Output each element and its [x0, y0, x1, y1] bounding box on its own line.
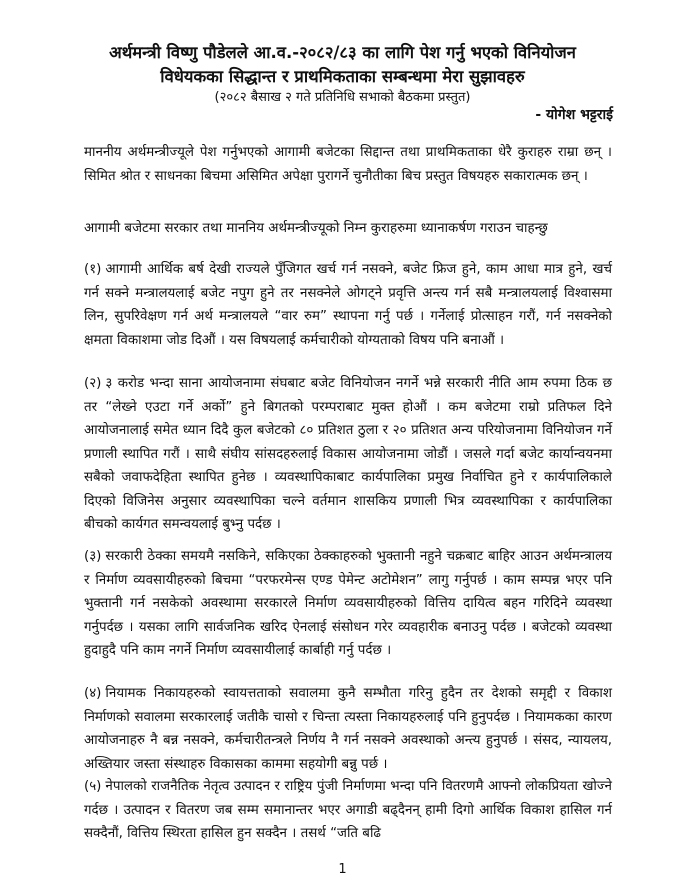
list-item-text: नियामक निकायहरुको स्वायत्तताको सवालमा कुनै सम्भौता गरिनु हुदैन तर देशको समृद्दी र विकाश निर्माणको सवालमा सरकारलाई जतीकै चासो र चिन्ता त्यस्ता निकायहरुलाई पनि हुनुपर्दछ । नियामकका कारण आयोजनाहरु नै बन्न नसक्ने, कर्मचारीतन्त्रले निर्णय नै गर्न नसक्ने अवस्थाको अन्त्य हुनुपर्छ । संसद, न्यायलय, अख्तियार जस्ता संस्थाहरु विकासका काममा सहयोगी बन्नु पर्छ । [84, 686, 612, 772]
list-item-text: सरकारी ठेक्का समयमै नसकिने, सकिएका ठेक्काहरुको भुक्तानी नहुने चक्रबाट बाहिर आउन अर्थमन्त्रालय र निर्माण व्यवसायीहरुको बिचमा “परफरमेन्स एण्ड पेमेन्ट अटोमेशन” लागु गर्नुपर्छ । काम सम्पन्न भएर पनि भुक्तानी गर्न नसकेको अवस्थामा सरकारले निर्माण व्यवसायीहरुको वित्तिय दायित्व बहन गरिदिने व्यवस्था गर्नुपर्दछ । यसका लागि सार्वजनिक खरिद ऐनलाई संसोधन गरेर व्यवहारीक बनाउनु पर्दछ । बजेटको व्यवस्था हुदाहुदै पनि काम नगर्ने निर्माण व्यवसायीलाई कार्बाही गर्नु पर्दछ । [84, 549, 612, 658]
document-subtitle: (२०८२ बैसाख २ गते प्रतिनिधि सभाको बैठकमा प्रस्तुत) [214, 90, 471, 105]
intro-paragraph-1: माननीय अर्थमन्त्रीज्यूले पेश गर्नुभएको आगामी बजेटका सिद्दान्त तथा प्राथमिकताका धेरै कुराहरु राम्रा छन् । सिमित श्रोत र साधनका बिचमा असिमित अपेक्षा पुरागर्ने चुनौतीका बिच प्रस्तुत विषयहरु सकारात्मक छन् । [84, 145, 612, 184]
list-item-number: (५) [84, 779, 102, 794]
document-title-line-2: विधेयकका सिद्धान्त र प्राथमिकताका सम्बन्धमा मेरा सुझावहरु [160, 67, 525, 86]
list-item-number: (३) [84, 549, 102, 564]
list-item-5 [84, 775, 612, 846]
list-item-number: (४) [84, 686, 102, 701]
list-item-1 [84, 258, 612, 352]
list-item-number: (२) [84, 376, 102, 391]
list-item-number: (१) [84, 262, 102, 277]
list-item-text: नेपालको राजनैतिक नेतृत्व उत्पादन र राष्ट्रिय पुंजी निर्माणमा भन्दा पनि वितरणमै आफ्नो लोकप्रियता खोज्ने गर्दछ । उत्पादन र वितरण जब सम्म समानान्तर भएर अगाडी बढ्दैनन् हामी दिगो आर्थिक विकाश हासिल गर्न सक्दैनौं, वित्तिय स्थिरता हासिल हुन सक्दैन । तसर्थ “जति बढि [84, 779, 612, 841]
document-author: - योगेश भट्टराई [535, 107, 613, 123]
document-title-line-1: अर्थमन्त्री विष्णु पौडेलले आ.व.-२०८२/८३ का लागि पेश गर्नु भएको विनियोजन [109, 43, 576, 62]
intro-paragraph-2: आगामी बजेटमा सरकार तथा माननिय अर्थमन्त्रीज्यूको निम्न कुराहरुमा ध्यानाकर्षण गराउन चाहन्छु [84, 221, 548, 236]
list-item-4 [84, 682, 612, 776]
list-item-text: ३ करोड भन्दा साना आयोजनामा संघबाट बजेट विनियोजन नगर्ने भन्ने सरकारी नीति आम रुपमा ठिक छ तर “लेख्ने एउटा गर्ने अर्को” हुने बिगतको परम्पराबाट मुक्त होऔं । कम बजेटमा राम्रो प्रतिफल दिने आयोजनालाई समेत ध्यान दिदै कुल बजेटको ८० प्रतिशत ठुला र २० प्रतिशत अन्य परियोजनामा विनियोजन गर्ने प्रणाली स्थापित गरौं । साथै संघीय सांसदहरुलाई विकास आयोजनामा जोडौं । जसले गर्दा बजेट कार्यान्वयनमा सबैको जवाफदेहिता स्थापित हुनेछ । व्यवस्थापिकाबाट कार्यपालिका प्रमुख निर्वाचित हुने र कार्यपालिकाले दिएको विजिनेस अनुसार व्यवस्थापिका चल्ने वर्तमान शासकिय प्रणाली भित्र व्यवस्थापिका र कार्यपालिका बीचको कार्यगत समन्वयलाई बुभ्नु पर्दछ । [84, 376, 612, 532]
page-number: 1 [338, 862, 347, 877]
list-item-3 [84, 545, 612, 663]
list-item-2 [84, 372, 612, 537]
list-item-text: आगामी आर्थिक बर्ष देखी राज्यले पुँजिगत खर्च गर्न नसक्ने, बजेट फ्रिज हुने, काम आधा मात्र हुने, खर्च गर्न सक्ने मन्त्रालयलाई बजेट नपुग हुने तर नसक्नेले ओगट्ने प्रवृत्ति अन्त्य गर्न सबै मन्त्रालयलाई विश्वासमा लिन, सुपरिवेक्षण गर्न अर्थ मन्त्रालयले “वार रुम” स्थापना गर्नु पर्छ । गर्नेलाई प्रोत्साहन गरौं, गर्न नसक्नेको क्षमता विकाशमा जोड दिऔं । यस विषयलाई कर्मचारीको योग्यताको विषय पनि बनाऔं । [84, 262, 612, 348]
